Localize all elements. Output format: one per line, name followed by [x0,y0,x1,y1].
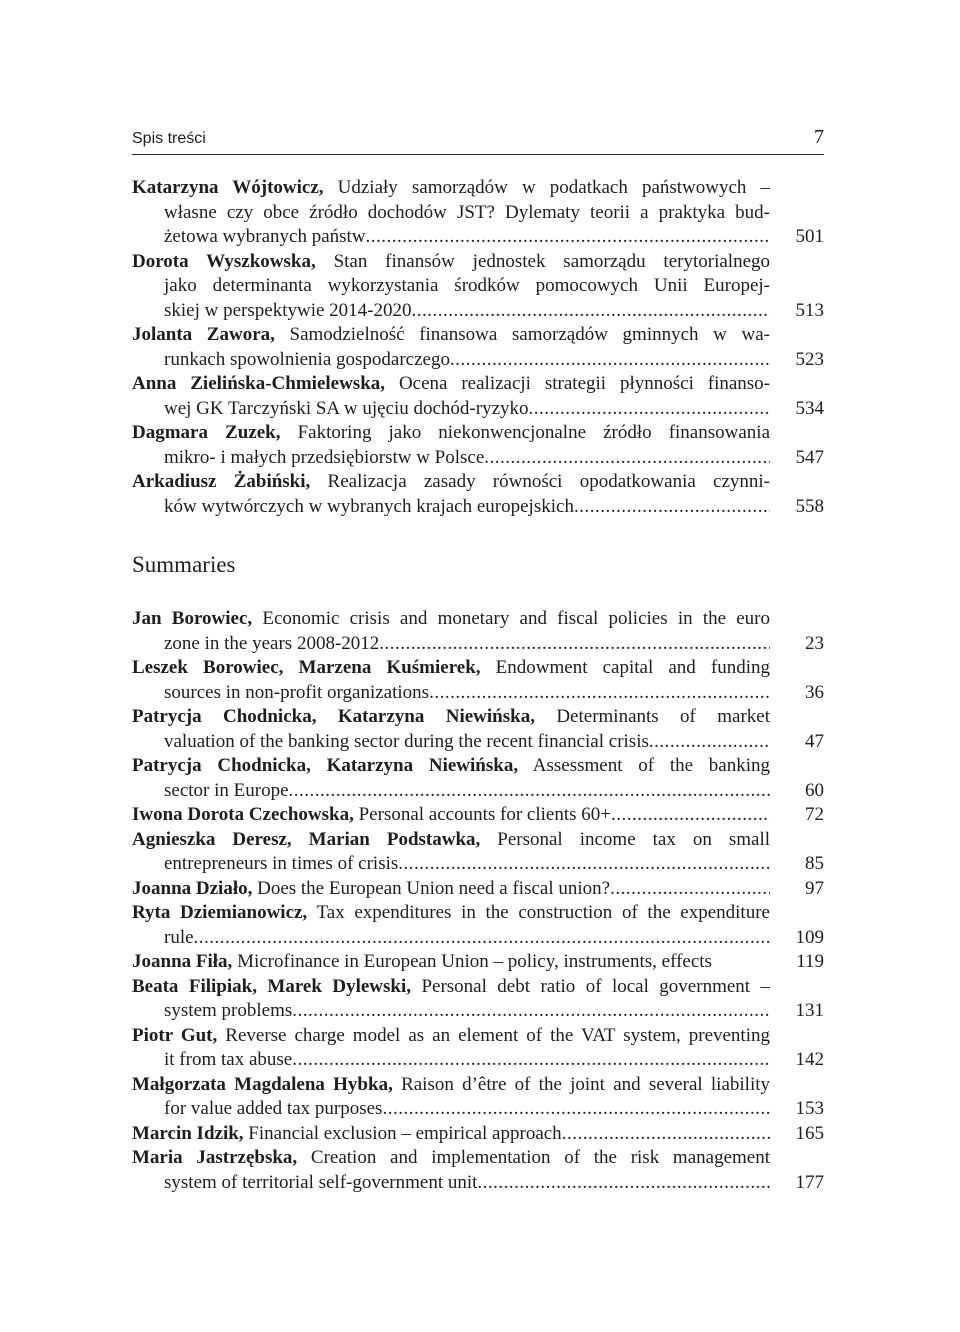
entry-page-number: 97 [805,877,824,899]
entry-title-tail [164,348,450,373]
toc-entry[interactable] [132,705,824,754]
entry-author: Ryta Dziemianowicz, [132,902,308,923]
entry-title-text: Assessment of the banking [532,755,770,776]
leader-row [164,999,770,1024]
entry-title-text: Determinants of market [556,706,770,727]
running-header [132,128,824,155]
entry-page-number: 547 [795,446,824,468]
dot-leader [649,730,770,755]
leader-row [164,299,770,324]
dot-leader [382,1097,770,1122]
leader-row [132,1122,770,1147]
leader-row [164,779,770,804]
entry-author: Dorota Wyszkowska, [132,250,316,272]
entry-page-number: 523 [795,348,824,370]
entry-title-text: valuation of the banking sector during the recent financial crisis [164,730,649,752]
toc-entry[interactable] [132,421,824,470]
entry-title-text: Microfinance in European Union – policy, instruments, effects [237,951,712,972]
entry-title-line [132,901,770,926]
entry-title-text: jako determinanta wykorzystania środków pomocowych Unii Europej- [164,275,770,296]
entry-author: Piotr Gut, [132,1024,218,1046]
entry-title-line [132,421,770,446]
entry-title-line [132,607,770,632]
entry-title-text: wej GK Tarczyński SA w ujęciu dochód-ryzyko [164,397,529,419]
toc-entry[interactable] [132,250,824,324]
entry-last-line [132,1122,770,1147]
entry-author: Katarzyna Wójtowicz, [132,177,324,198]
entry-page-number: 23 [805,632,824,654]
entry-title-text: zone in the years 2008-2012 [164,632,380,654]
entry-title-line [132,705,770,730]
dot-leader [429,681,770,706]
entry-page-number: 60 [805,779,824,801]
entry-title-text: Reverse charge model as an element of the VAT system, preventing [225,1024,770,1046]
leader-row [132,877,770,902]
entry-title-text: entrepreneurs in times of crisis [164,853,399,874]
leader-row [164,730,770,755]
entry-title-text: Raison d’être of the joint and several liability [401,1073,770,1095]
entry-author: Joanna Fiła, [132,951,233,972]
leader-row [164,225,770,250]
entry-last-line [132,803,770,828]
entry-last-line [132,299,770,324]
entry-author: Arkadiusz Żabiński, [132,471,311,492]
entry-title-tail [164,852,398,877]
entry-title-text: Realizacja zasady równości opodatkowania czynni- [327,471,770,492]
entry-title-line [132,372,770,397]
entry-last-line [132,495,770,520]
entry-title-text: Personal income tax on small [497,828,770,850]
entry-title-text: it from tax abuse [164,1049,293,1070]
entry-title-text: Personal debt ratio of local government – [421,975,770,997]
entry-title-tail [164,299,411,324]
entry-title-text: własne czy obce źródło dochodów JST? Dylematy teorii a praktyka bud- [164,201,770,223]
dot-leader [398,852,770,877]
entry-last-line [132,852,770,877]
dot-leader [610,877,770,902]
toc-entry[interactable] [132,1073,824,1122]
entry-page-number: 177 [795,1171,824,1193]
entry-title-text: rule [164,926,194,948]
leader-row [132,803,770,828]
toc-entry[interactable] [132,470,824,519]
entry-title-text: Udziały samorządów w podatkach państwowych – [337,177,770,198]
entry-title-line [132,274,770,299]
entry-last-line [132,1097,770,1122]
entry-last-line [132,397,770,422]
leader-row [164,632,770,657]
entry-title-text: Tax expenditures in the construction of the expenditure [316,902,770,923]
entry-title-line [132,1146,770,1171]
entry-title-line [132,828,770,853]
entry-title-tail [164,681,429,706]
dot-leader [292,999,770,1024]
entry-page-number: 131 [795,1000,824,1021]
entry-title-tail [132,950,712,975]
toc-entry[interactable] [132,975,824,1024]
entry-author: Agnieszka Deresz, Marian Podstawka, [132,828,481,850]
entry-last-line [132,779,770,804]
toc-entry[interactable] [132,754,824,803]
entry-title-text: runkach spowolnienia gospodarczego [164,348,450,370]
entry-page-number: 85 [805,853,824,874]
entry-title-tail [164,730,649,755]
entry-page-number: 153 [795,1098,824,1119]
entry-page-number: 534 [795,397,824,419]
entry-title-text: Ocena realizacji strategii płynności finanso- [398,373,770,394]
toc-entry[interactable] [132,828,824,877]
leader-row [164,397,770,422]
entry-page-number: 558 [795,495,824,517]
entry-title-line [132,470,770,495]
entry-title-text: system of territorial self-government unit [164,1171,478,1193]
entry-title-tail [164,632,379,657]
toc-entry[interactable] [132,372,824,421]
leader-row [164,1097,770,1122]
entry-title-tail [132,1122,562,1147]
entry-author: Jan Borowiec, [132,608,253,629]
toc-list-summaries [132,607,824,1195]
entry-page-number: 72 [805,804,824,825]
entry-title-text: Samodzielność finansowa samorządów gminnych w wa- [289,324,770,345]
entry-author: Patrycja Chodnicka, Katarzyna Niewińska, [132,706,535,727]
entry-last-line [132,999,770,1024]
entry-author: Joanna Działo, [132,877,253,899]
entry-title-text: ków wytwórczych w wybranych krajach europejskich [164,495,574,517]
entry-title-text: żetowa wybranych państw [164,226,366,247]
entry-page-number: 501 [795,226,824,247]
entry-title-tail [132,877,610,902]
leader-row [164,681,770,706]
toc-entry[interactable] [132,607,824,656]
leader-row [164,1048,770,1073]
entry-title-line [132,754,770,779]
entry-title-tail [164,446,484,471]
toc-entry[interactable] [132,1146,824,1195]
entry-title-line [132,176,770,201]
entry-title-line [132,323,770,348]
entry-title-line [132,250,770,275]
header-section-title: Spis treści [132,130,206,147]
entry-page-number: 142 [795,1049,824,1070]
entry-author: Marcin Idzik, [132,1122,244,1144]
entry-last-line [132,1048,770,1073]
leader-row [164,348,770,373]
leader-row [164,446,770,471]
entry-title-text: Faktoring jako niekonwencjonalne źródło finansowania [297,422,770,443]
entry-last-line [132,225,770,250]
entry-last-line [132,348,770,373]
entry-title-tail [164,225,366,250]
leader-row [132,950,770,975]
entry-title-text: Financial exclusion – empirical approach [248,1122,562,1144]
entry-title-line [132,656,770,681]
entry-title-text: Does the European Union need a fiscal union? [257,877,611,899]
entry-title-tail [132,803,611,828]
toc-entry[interactable] [132,1024,824,1073]
entry-title-tail [164,1171,477,1196]
dot-leader [529,397,770,422]
entry-author: Jolanta Zawora, [132,324,275,345]
entry-author: Patrycja Chodnicka, Katarzyna Niewińska, [132,755,519,776]
entry-last-line [132,926,770,951]
entry-title-line [132,975,770,1000]
dot-leader [366,225,770,250]
dot-leader [484,446,770,471]
toc-entry[interactable] [132,803,824,828]
entry-title-text: sector in Europe [164,779,289,801]
dot-leader [477,1171,770,1196]
entry-title-text: for value added tax purposes [164,1098,383,1119]
toc-entry[interactable] [132,901,824,950]
entry-title-text: mikro- i małych przedsiębiorstw w Polsce [164,446,485,468]
entry-author: Anna Zielińska-Chmielewska, [132,373,386,394]
entry-title-tail [164,1048,292,1073]
entry-page-number: 119 [796,951,824,972]
entry-author: Dagmara Zuzek, [132,422,281,443]
leader-row [164,1171,770,1196]
entry-page-number: 36 [805,681,824,703]
entry-title-tail [164,1097,382,1122]
entry-title-line [132,201,770,226]
entry-title-line [132,1073,770,1098]
toc-entry[interactable] [132,950,824,975]
dot-leader [289,779,770,804]
dot-leader [292,1048,770,1073]
entry-page-number: 109 [795,926,824,948]
entry-author: Beata Filipiak, Marek Dylewski, [132,975,411,997]
entry-author: Małgorzata Magdalena Hybka, [132,1073,393,1095]
toc-entry[interactable] [132,656,824,705]
toc-entry[interactable] [132,877,824,902]
entry-page-number: 165 [795,1122,824,1144]
dot-leader [450,348,770,373]
toc-entry[interactable] [132,323,824,372]
entry-title-text: system problems [164,1000,293,1021]
entry-title-text: Endowment capital and funding [495,657,770,678]
dot-leader [611,803,770,828]
entry-author: Leszek Borowiec, Marzena Kuśmierek, [132,657,481,678]
summaries-heading: Summaries [132,552,236,577]
entry-last-line [132,681,770,706]
entry-page-number: 47 [805,730,824,752]
leader-row [164,852,770,877]
entry-title-text: Creation and implementation of the risk management [310,1147,770,1168]
entry-last-line [132,877,770,902]
entry-title-text: Personal accounts for clients 60+ [358,804,611,825]
entry-last-line [132,730,770,755]
header-page-number: 7 [814,126,824,148]
entry-last-line [132,446,770,471]
entry-author: Iwona Dorota Czechowska, [132,804,354,825]
dot-leader [411,299,770,324]
dot-leader [574,495,770,520]
entry-title-line [132,1024,770,1049]
entry-page-number: 513 [795,299,824,321]
entry-title-text: Stan finansów jednostek samorządu terytorialnego [333,250,770,272]
toc-list-polish [132,176,824,519]
dot-leader [194,926,770,951]
entry-title-text: Economic crisis and monetary and fiscal policies in the euro [262,608,770,629]
entry-title-text: sources in non-profit organizations [164,681,430,703]
entry-title-tail [164,779,289,804]
entry-last-line [132,1171,770,1196]
entry-title-tail [164,999,292,1024]
entry-title-tail [164,397,529,422]
entry-author: Maria Jastrzębska, [132,1147,298,1168]
leader-row [164,926,770,951]
entry-last-line [132,632,770,657]
entry-last-line [132,950,770,975]
toc-entry[interactable] [132,1122,824,1147]
entry-title-tail [164,926,194,951]
dot-leader [379,632,770,657]
toc-entry[interactable] [132,176,824,250]
entry-title-text: skiej w perspektywie 2014-2020 [164,299,412,321]
leader-row [164,495,770,520]
dot-leader [562,1122,770,1147]
entry-title-tail [164,495,574,520]
